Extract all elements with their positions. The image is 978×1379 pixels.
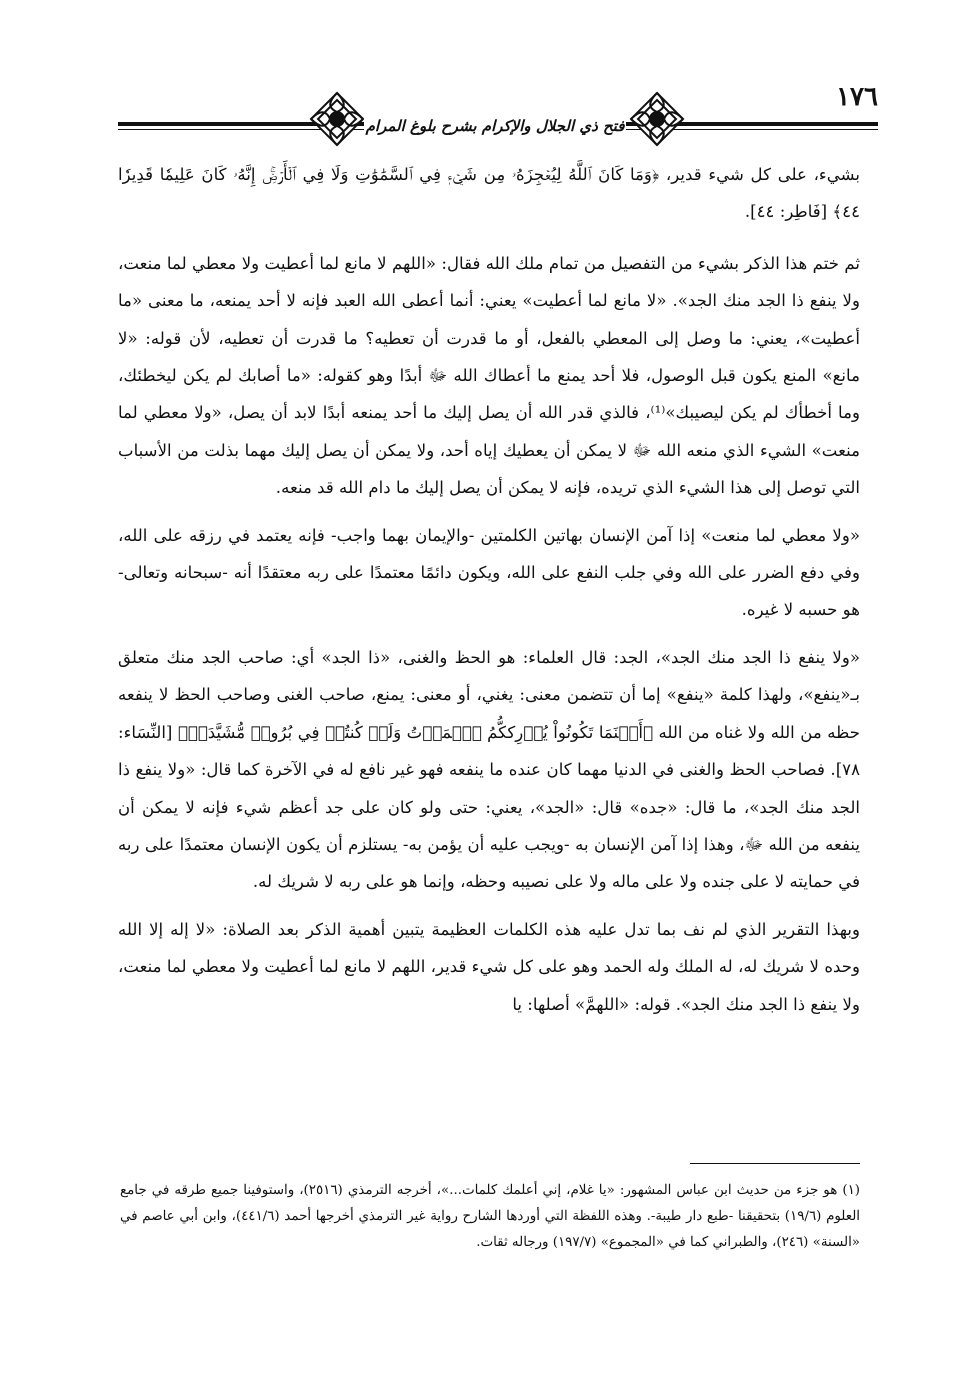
page-number: ١٧٦ xyxy=(836,82,878,112)
paragraph-5: وبهذا التقرير الذي لم نف بما تدل عليه هذه الكلمات العظيمة يتبين أهمية الذكر بعد الصلاة: «لا إله إلا الله وحده لا شريك له، له الملك وله الحمد وهو على كل شيء قدير، اللهم لا مانع لما أعطيت ولا معطي لما منعت، ولا ينفع ذا الجد منك الجد». قوله: «اللهمَّ» أصلها: يا xyxy=(118,919,860,1014)
main-text xyxy=(118,156,860,1033)
footnote-1: (١) هو جزء من حديث ابن عباس المشهور: «يا غلام، إني أعلمك كلمات...»، أخرجه الترمذي (٢٥١٦)، واستوفينا جميع طرقه في جامع العلوم (١٩/٦) بتحقيقنا -طبع دار طيبة-. وهذه اللفظة التي أوردها الشارح رواية غير الترمذي أخرجها أحمد (٤٤١/٦)، وابن أبي عاصم في «السنة» (٢٤٦)، والطبراني كما في «المجموع» (١٩٧/٧) ورجاله ثقات. xyxy=(120,1183,860,1250)
page-header xyxy=(118,82,878,154)
ornament-left-icon xyxy=(308,90,366,148)
paragraph-1: بشيء، على كل شيء قدير، ﴿وَمَا كَانَ ٱللَّهُ لِيُعۡجِزَهُۥ مِن شَيۡءٖ فِي ٱلسَّمَٰوَٰتِ وَلَا فِي ٱلۡأَرۡضِۚ إِنَّهُۥ كَانَ عَلِيمٗا قَدِيرٗا ٤٤﴾ [فَاطِر: ٤٤]. xyxy=(118,165,860,222)
footnotes xyxy=(120,1178,860,1256)
footnote-divider xyxy=(690,1163,860,1164)
running-title-band xyxy=(364,106,626,146)
paragraph-2: ثم ختم هذا الذكر بشيء من التفصيل من تمام ملك الله فقال: «اللهم لا مانع لما أعطيت ولا معطي لما منعت، ولا ينفع ذا الجد منك الجد». «لا مانع لما أعطيت» يعني: أنما أعطى الله العبد فإنه لا أحد يمنعه، ما معنى «ما أعطيت»، يعني: ما وصل إلى المعطي بالفعل، أو ما قدرت أن تعطيه؟ ما قدرت أن تعطيه، لأن قوله: «لا مانع» المنع يكون قبل الوصول، فلا أحد يمنع ما أعطاك الله ﷻ أبدًا وهو كقوله: «ما أصابك لم يكن ليخطئك، وما أخطأك لم يكن ليصيبك»⁽¹⁾، فالذي قدر الله أن يصل إليك ما أحد يمنعه أبدًا لابد أن يصل، «ولا معطي لما منعت» الشيء الذي منعه الله ﷻ لا يمكن أن يعطيك إياه أحد، ولا يمكن أن يصل إليك مهما بذلت من الأسباب التي توصل إلى هذا الشيء الذي تريده، فإنه لا يمكن أن يصل إليك ما دام الله قد منعه. xyxy=(118,253,860,498)
ornament-right-icon xyxy=(628,90,686,148)
paragraph-3: «ولا معطي لما منعت» إذا آمن الإنسان بهاتين الكلمتين -والإيمان بهما واجب- فإنه يعتمد في رزقه على الله، وفي دفع الضرر على الله وفي جلب النفع على الله، ويكون دائمًا معتمدًا على ربه معتقدًا أنه -سبحانه وتعالى- هو حسبه لا غيره. xyxy=(118,525,860,620)
running-title: فتح ذي الجلال والإكرام بشرح بلوغ المرام xyxy=(365,117,625,135)
paragraph-4: «ولا ينفع ذا الجد منك الجد»، الجد: قال العلماء: هو الحظ والغنى، «ذا الجد» أي: صاحب الجد منك متعلق بـ«ينفع»، ولهذا كلمة «ينفع» إما أن تتضمن معنى: يغني، أو معنى: يمنع، صاحب الغنى وصاحب الحظ لا ينفعه حظه من الله ولا غناه من الله ﴿أَيۡنَمَا تَكُونُواْ يُدۡرِككُّمُ ٱلۡمَوۡتُ وَلَوۡ كُنتُمۡ فِي بُرُوجٖ مُّشَيَّدَةٖ﴾ [النِّسَاء: ٧٨]. فصاحب الحظ والغنى في الدنيا مهما كان عنده ما ينفعه فهو غير نافع له في الآخرة كما قال: «ولا ينفع ذا الجد منك الجد»، ما قال: «جده» قال: «الجد»، يعني: حتى ولو كان على جد أعظم شيء فإنه لا يمكن أن ينفعه من الله ﷻ، وهذا إذا آمن الإنسان به -ويجب عليه أن يؤمن به- يستلزم أن يكون الإنسان معتمدًا على ربه في حمايته لا على جنده ولا على ماله ولا على نصيبه وحظه، وإنما هو على ربه لا شريك له. xyxy=(118,647,860,892)
